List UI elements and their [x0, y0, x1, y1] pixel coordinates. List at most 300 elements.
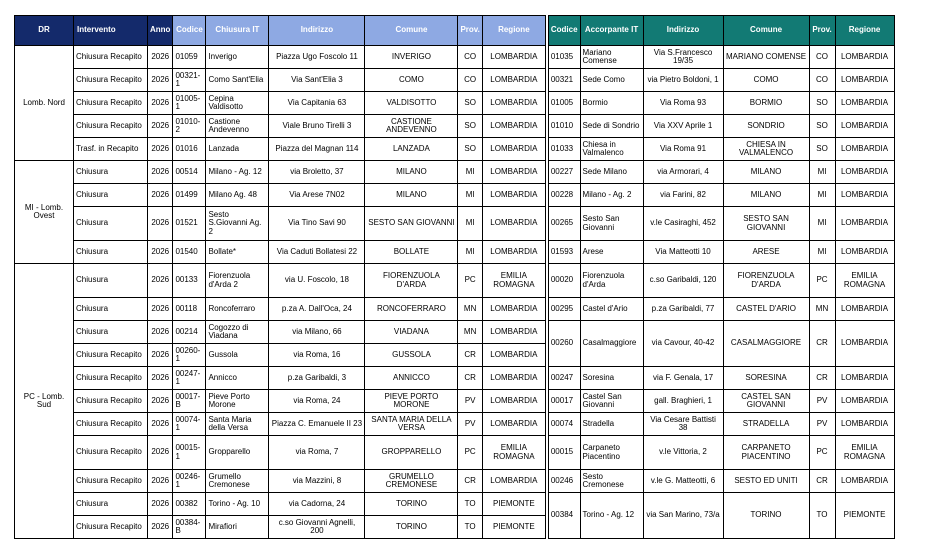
- intervento-cell: Chiusura Recapito: [74, 436, 148, 470]
- column-divider: [545, 516, 548, 539]
- acc-regione-cell: LOMBARDIA: [835, 470, 894, 493]
- regione-cell: LOMBARDIA: [482, 413, 545, 436]
- comune-cell: VIADANA: [365, 321, 458, 344]
- chiusura-cell: Annicco: [206, 367, 269, 390]
- chiusura-cell: Milano - Ag. 12: [206, 161, 269, 184]
- acc-codice-cell: 00247: [548, 367, 580, 390]
- codice-cell: 00514: [173, 161, 206, 184]
- header-comune: Comune: [365, 16, 458, 46]
- comune-cell: RONCOFERRARO: [365, 298, 458, 321]
- acc-codice-cell: 00246: [548, 470, 580, 493]
- intervento-cell: Chiusura Recapito: [74, 413, 148, 436]
- intervento-cell: Chiusura Recapito: [74, 92, 148, 115]
- acc-nome-cell: Mariano Comense: [580, 46, 643, 69]
- table-row: [15, 390, 895, 413]
- acc-indirizzo-cell: via Armorari, 4: [643, 161, 723, 184]
- anno-cell: 2026: [148, 516, 173, 539]
- indirizzo-cell: Via Sant'Elia 3: [269, 69, 365, 92]
- comune-cell: COMO: [365, 69, 458, 92]
- codice-cell: 01059: [173, 46, 206, 69]
- acc-prov-cell: PV: [809, 413, 835, 436]
- indirizzo-cell: via Milano, 66: [269, 321, 365, 344]
- acc-nome-cell: Castel d'Ario: [580, 298, 643, 321]
- acc-nome-cell: Soresina: [580, 367, 643, 390]
- codice-cell: 00133: [173, 264, 206, 298]
- acc-regione-cell: LOMBARDIA: [835, 367, 894, 390]
- comune-cell: ANNICCO: [365, 367, 458, 390]
- acc-regione-cell: LOMBARDIA: [835, 92, 894, 115]
- intervento-cell: Chiusura: [74, 207, 148, 241]
- acc-prov-cell: PC: [809, 264, 835, 298]
- intervento-cell: Trasf. in Recapito: [74, 138, 148, 161]
- acc-indirizzo-cell: Via Cesare Battisti 38: [643, 413, 723, 436]
- acc-comune-cell: MILANO: [723, 184, 809, 207]
- acc-indirizzo-cell: Via Roma 93: [643, 92, 723, 115]
- indirizzo-cell: p.za A. Dall'Oca, 24: [269, 298, 365, 321]
- dr-cell: Lomb. Nord: [15, 46, 74, 161]
- acc-nome-cell: Carpaneto Piacentino: [580, 436, 643, 470]
- acc-regione-cell: LOMBARDIA: [835, 390, 894, 413]
- acc-comune-cell: CASTEL SAN GIOVANNI: [723, 390, 809, 413]
- acc-codice-cell: 00228: [548, 184, 580, 207]
- acc-comune-cell: CASTEL D'ARIO: [723, 298, 809, 321]
- dr-cell: MI - Lomb. Ovest: [15, 161, 74, 264]
- table-row: [15, 92, 895, 115]
- acc-codice-cell: 01035: [548, 46, 580, 69]
- table-row: [15, 69, 895, 92]
- acc-indirizzo-cell: via Pietro Boldoni, 1: [643, 69, 723, 92]
- indirizzo-cell: Piazza Ugo Foscolo 11: [269, 46, 365, 69]
- comune-cell: GUSSOLA: [365, 344, 458, 367]
- anno-cell: 2026: [148, 344, 173, 367]
- acc-codice-cell: 00265: [548, 207, 580, 241]
- prov-cell: SO: [458, 138, 482, 161]
- intervento-cell: Chiusura Recapito: [74, 470, 148, 493]
- anno-cell: 2026: [148, 207, 173, 241]
- indirizzo-cell: via Cadorna, 24: [269, 493, 365, 516]
- comune-cell: TORINO: [365, 516, 458, 539]
- codice-cell: 00382: [173, 493, 206, 516]
- codice-cell: 01540: [173, 241, 206, 264]
- chiusura-cell: Roncoferraro: [206, 298, 269, 321]
- acc-codice-cell: 01033: [548, 138, 580, 161]
- intervento-cell: Chiusura Recapito: [74, 69, 148, 92]
- chiusura-cell: Cogozzo di Viadana: [206, 321, 269, 344]
- prov-cell: PV: [458, 413, 482, 436]
- indirizzo-cell: via Roma, 24: [269, 390, 365, 413]
- comune-cell: LANZADA: [365, 138, 458, 161]
- chiusura-cell: Torino - Ag. 10: [206, 493, 269, 516]
- acc-codice-cell: 00074: [548, 413, 580, 436]
- acc-codice-cell: 00227: [548, 161, 580, 184]
- regione-cell: EMILIA ROMAGNA: [482, 436, 545, 470]
- dr-cell: PC - Lomb. Sud: [15, 264, 74, 539]
- acc-indirizzo-cell: v.le G. Matteotti, 6: [643, 470, 723, 493]
- acc-regione-cell: LOMBARDIA: [835, 241, 894, 264]
- prov-cell: CO: [458, 46, 482, 69]
- acc-nome-cell: Stradella: [580, 413, 643, 436]
- acc-codice-cell: 00015: [548, 436, 580, 470]
- chiusura-cell: Mirafiori: [206, 516, 269, 539]
- regione-cell: LOMBARDIA: [482, 298, 545, 321]
- comune-cell: SESTO SAN GIOVANNI: [365, 207, 458, 241]
- chiusura-cell: Sesto S.Giovanni Ag. 2: [206, 207, 269, 241]
- chiusura-cell: Gussola: [206, 344, 269, 367]
- acc-comune-cell: SESTO SAN GIOVANNI: [723, 207, 809, 241]
- acc-comune-cell: MARIANO COMENSE: [723, 46, 809, 69]
- anno-cell: 2026: [148, 92, 173, 115]
- regione-cell: LOMBARDIA: [482, 115, 545, 138]
- acc-comune-cell: SESTO ED UNITI: [723, 470, 809, 493]
- table-body: [15, 46, 895, 539]
- regione-cell: LOMBARDIA: [482, 184, 545, 207]
- codice-cell: 00321-1: [173, 69, 206, 92]
- anno-cell: 2026: [148, 436, 173, 470]
- chiusura-cell: Grumello Cremonese: [206, 470, 269, 493]
- indirizzo-cell: Via Tino Savi 90: [269, 207, 365, 241]
- codice-cell: 00246-1: [173, 470, 206, 493]
- acc-nome-cell: Castel San Giovanni: [580, 390, 643, 413]
- anno-cell: 2026: [148, 390, 173, 413]
- regione-cell: LOMBARDIA: [482, 207, 545, 241]
- acc-nome-cell: Sede di Sondrio: [580, 115, 643, 138]
- acc-nome-cell: Chiesa in Valmalenco: [580, 138, 643, 161]
- intervento-cell: Chiusura: [74, 493, 148, 516]
- prov-cell: TO: [458, 493, 482, 516]
- acc-regione-cell: LOMBARDIA: [835, 46, 894, 69]
- chiusura-cell: Castione Andevenno: [206, 115, 269, 138]
- chiusura-cell: Cepina Valdisotto: [206, 92, 269, 115]
- acc-nome-cell: Bormio: [580, 92, 643, 115]
- prov-cell: PV: [458, 390, 482, 413]
- acc-regione-cell: LOMBARDIA: [835, 413, 894, 436]
- acc-prov-cell: TO: [809, 493, 835, 539]
- acc-comune-cell: COMO: [723, 69, 809, 92]
- anno-cell: 2026: [148, 115, 173, 138]
- prov-cell: SO: [458, 92, 482, 115]
- chiusura-cell: Milano Ag. 48: [206, 184, 269, 207]
- header-acc-codice: Codice: [548, 16, 580, 46]
- regione-cell: LOMBARDIA: [482, 390, 545, 413]
- anno-cell: 2026: [148, 321, 173, 344]
- anno-cell: 2026: [148, 241, 173, 264]
- acc-indirizzo-cell: via San Marino, 73/a: [643, 493, 723, 539]
- acc-regione-cell: LOMBARDIA: [835, 207, 894, 241]
- acc-prov-cell: PC: [809, 436, 835, 470]
- anno-cell: 2026: [148, 138, 173, 161]
- acc-prov-cell: CR: [809, 321, 835, 367]
- regione-cell: LOMBARDIA: [482, 92, 545, 115]
- comune-cell: MILANO: [365, 184, 458, 207]
- acc-indirizzo-cell: v.le Casiraghi, 452: [643, 207, 723, 241]
- acc-comune-cell: SORESINA: [723, 367, 809, 390]
- acc-prov-cell: CR: [809, 367, 835, 390]
- chiusura-cell: Santa Maria della Versa: [206, 413, 269, 436]
- codice-cell: 00247-1: [173, 367, 206, 390]
- acc-regione-cell: EMILIA ROMAGNA: [835, 436, 894, 470]
- prov-cell: MI: [458, 184, 482, 207]
- acc-regione-cell: LOMBARDIA: [835, 184, 894, 207]
- acc-indirizzo-cell: via Farini, 82: [643, 184, 723, 207]
- table-row: [15, 321, 895, 344]
- table-row: [15, 241, 895, 264]
- prov-cell: CO: [458, 69, 482, 92]
- acc-comune-cell: SONDRIO: [723, 115, 809, 138]
- comune-cell: SANTA MARIA DELLA VERSA: [365, 413, 458, 436]
- intervento-cell: Chiusura Recapito: [74, 344, 148, 367]
- acc-prov-cell: MI: [809, 207, 835, 241]
- table-row: [15, 493, 895, 516]
- comune-cell: FIORENZUOLA D'ARDA: [365, 264, 458, 298]
- regione-cell: LOMBARDIA: [482, 367, 545, 390]
- anno-cell: 2026: [148, 46, 173, 69]
- acc-prov-cell: MN: [809, 298, 835, 321]
- indirizzo-cell: Via Arese 7N02: [269, 184, 365, 207]
- acc-comune-cell: CARPANETO PIACENTINO: [723, 436, 809, 470]
- prov-cell: MI: [458, 241, 482, 264]
- acc-indirizzo-cell: c.so Garibaldi, 120: [643, 264, 723, 298]
- header-regione: Regione: [482, 16, 545, 46]
- header-anno: Anno: [148, 16, 173, 46]
- acc-nome-cell: Arese: [580, 241, 643, 264]
- acc-regione-cell: PIEMONTE: [835, 493, 894, 539]
- document-page: [14, 15, 895, 539]
- codice-cell: 00118: [173, 298, 206, 321]
- header-accorpante-it: Accorpante IT: [580, 16, 643, 46]
- indirizzo-cell: Piazza C. Emanuele II 23: [269, 413, 365, 436]
- acc-comune-cell: TORINO: [723, 493, 809, 539]
- chiusura-cell: Gropparello: [206, 436, 269, 470]
- intervento-cell: Chiusura: [74, 161, 148, 184]
- codice-cell: 00017-B: [173, 390, 206, 413]
- header-acc-comune: Comune: [723, 16, 809, 46]
- acc-codice-cell: 00321: [548, 69, 580, 92]
- prov-cell: MN: [458, 298, 482, 321]
- acc-indirizzo-cell: via Cavour, 40-42: [643, 321, 723, 367]
- codice-cell: 01005-1: [173, 92, 206, 115]
- acc-indirizzo-cell: gall. Braghieri, 1: [643, 390, 723, 413]
- acc-indirizzo-cell: via F. Genala, 17: [643, 367, 723, 390]
- chiusura-cell: Pieve Porto Morone: [206, 390, 269, 413]
- indirizzo-cell: via Broletto, 37: [269, 161, 365, 184]
- acc-prov-cell: SO: [809, 115, 835, 138]
- acc-regione-cell: LOMBARDIA: [835, 69, 894, 92]
- chiusura-cell: Como Sant'Elia: [206, 69, 269, 92]
- comune-cell: GROPPARELLO: [365, 436, 458, 470]
- intervento-cell: Chiusura Recapito: [74, 115, 148, 138]
- indirizzo-cell: via U. Foscolo, 18: [269, 264, 365, 298]
- acc-regione-cell: LOMBARDIA: [835, 161, 894, 184]
- table-row: [15, 207, 895, 241]
- anno-cell: 2026: [148, 493, 173, 516]
- header-acc-indirizzo: Indirizzo: [643, 16, 723, 46]
- acc-regione-cell: EMILIA ROMAGNA: [835, 264, 894, 298]
- acc-nome-cell: Sede Como: [580, 69, 643, 92]
- codice-cell: 01521: [173, 207, 206, 241]
- codice-cell: 00074-1: [173, 413, 206, 436]
- acc-codice-cell: 00295: [548, 298, 580, 321]
- acc-nome-cell: Fiorenzuola d'Arda: [580, 264, 643, 298]
- comune-cell: BOLLATE: [365, 241, 458, 264]
- anno-cell: 2026: [148, 69, 173, 92]
- header-row: [15, 16, 895, 46]
- regione-cell: LOMBARDIA: [482, 46, 545, 69]
- comune-cell: VALDISOTTO: [365, 92, 458, 115]
- acc-prov-cell: CO: [809, 69, 835, 92]
- anno-cell: 2026: [148, 413, 173, 436]
- header-chiusura-it: Chiusura IT: [206, 16, 269, 46]
- regione-cell: LOMBARDIA: [482, 69, 545, 92]
- prov-cell: TO: [458, 516, 482, 539]
- codice-cell: 01016: [173, 138, 206, 161]
- comune-cell: INVERIGO: [365, 46, 458, 69]
- acc-prov-cell: PV: [809, 390, 835, 413]
- indirizzo-cell: p.za Garibaldi, 3: [269, 367, 365, 390]
- acc-nome-cell: Torino - Ag. 12: [580, 493, 643, 539]
- acc-indirizzo-cell: Via Roma 91: [643, 138, 723, 161]
- acc-comune-cell: FIORENZUOLA D'ARDA: [723, 264, 809, 298]
- regione-cell: LOMBARDIA: [482, 241, 545, 264]
- indirizzo-cell: Via Caduti Bollatesi 22: [269, 241, 365, 264]
- acc-prov-cell: MI: [809, 161, 835, 184]
- header-codice: Codice: [173, 16, 206, 46]
- indirizzo-cell: Via Capitania 63: [269, 92, 365, 115]
- regione-cell: LOMBARDIA: [482, 138, 545, 161]
- acc-codice-cell: 00017: [548, 390, 580, 413]
- acc-codice-cell: 00260: [548, 321, 580, 367]
- header-indirizzo: Indirizzo: [269, 16, 365, 46]
- acc-codice-cell: 01005: [548, 92, 580, 115]
- regione-cell: PIEMONTE: [482, 516, 545, 539]
- indirizzo-cell: Viale Bruno Tirelli 3: [269, 115, 365, 138]
- prov-cell: PC: [458, 436, 482, 470]
- prov-cell: PC: [458, 264, 482, 298]
- header-dr: DR: [15, 16, 74, 46]
- acc-prov-cell: CR: [809, 470, 835, 493]
- acc-indirizzo-cell: Via XXV Aprile 1: [643, 115, 723, 138]
- codice-cell: 01010-2: [173, 115, 206, 138]
- regione-cell: EMILIA ROMAGNA: [482, 264, 545, 298]
- codice-cell: 00384-B: [173, 516, 206, 539]
- anno-cell: 2026: [148, 298, 173, 321]
- intervento-cell: Chiusura: [74, 321, 148, 344]
- acc-codice-cell: 00020: [548, 264, 580, 298]
- chiusura-cell: Lanzada: [206, 138, 269, 161]
- table-row: [15, 184, 895, 207]
- table-row: [15, 367, 895, 390]
- intervento-cell: Chiusura: [74, 241, 148, 264]
- acc-nome-cell: Milano - Ag. 2: [580, 184, 643, 207]
- prov-cell: CR: [458, 470, 482, 493]
- acc-codice-cell: 01010: [548, 115, 580, 138]
- acc-nome-cell: Casalmaggiore: [580, 321, 643, 367]
- chiusura-cell: Bollate*: [206, 241, 269, 264]
- header-acc-prov: Prov.: [809, 16, 835, 46]
- acc-comune-cell: CHIESA IN VALMALENCO: [723, 138, 809, 161]
- acc-prov-cell: MI: [809, 184, 835, 207]
- table-row: [15, 138, 895, 161]
- regione-cell: LOMBARDIA: [482, 161, 545, 184]
- closures-table: [14, 15, 895, 539]
- regione-cell: LOMBARDIA: [482, 470, 545, 493]
- table-row: [15, 436, 895, 470]
- comune-cell: CASTIONE ANDEVENNO: [365, 115, 458, 138]
- indirizzo-cell: c.so Giovanni Agnelli, 200: [269, 516, 365, 539]
- acc-nome-cell: Sede Milano: [580, 161, 643, 184]
- anno-cell: 2026: [148, 161, 173, 184]
- chiusura-cell: Fiorenzuola d'Arda 2: [206, 264, 269, 298]
- codice-cell: 01499: [173, 184, 206, 207]
- anno-cell: 2026: [148, 184, 173, 207]
- acc-nome-cell: Sesto Cremonese: [580, 470, 643, 493]
- header-acc-regione: Regione: [835, 16, 894, 46]
- comune-cell: TORINO: [365, 493, 458, 516]
- comune-cell: GRUMELLO CREMONESE: [365, 470, 458, 493]
- chiusura-cell: Inverigo: [206, 46, 269, 69]
- prov-cell: SO: [458, 115, 482, 138]
- codice-cell: 00214: [173, 321, 206, 344]
- table-row: [15, 264, 895, 298]
- prov-cell: CR: [458, 367, 482, 390]
- acc-prov-cell: CO: [809, 46, 835, 69]
- comune-cell: MILANO: [365, 161, 458, 184]
- intervento-cell: Chiusura Recapito: [74, 367, 148, 390]
- comune-cell: PIEVE PORTO MORONE: [365, 390, 458, 413]
- intervento-cell: Chiusura: [74, 264, 148, 298]
- table-row: [15, 413, 895, 436]
- prov-cell: CR: [458, 344, 482, 367]
- acc-comune-cell: BORMIO: [723, 92, 809, 115]
- acc-codice-cell: 00384: [548, 493, 580, 539]
- intervento-cell: Chiusura Recapito: [74, 390, 148, 413]
- acc-prov-cell: SO: [809, 92, 835, 115]
- acc-regione-cell: LOMBARDIA: [835, 138, 894, 161]
- acc-regione-cell: LOMBARDIA: [835, 298, 894, 321]
- acc-regione-cell: LOMBARDIA: [835, 115, 894, 138]
- prov-cell: MN: [458, 321, 482, 344]
- column-divider: [545, 344, 548, 367]
- indirizzo-cell: Piazza del Magnan 114: [269, 138, 365, 161]
- anno-cell: 2026: [148, 367, 173, 390]
- acc-comune-cell: ARESE: [723, 241, 809, 264]
- header-intervento: Intervento: [74, 16, 148, 46]
- indirizzo-cell: via Roma, 16: [269, 344, 365, 367]
- table-row: [15, 470, 895, 493]
- regione-cell: LOMBARDIA: [482, 344, 545, 367]
- acc-comune-cell: STRADELLA: [723, 413, 809, 436]
- acc-codice-cell: 01593: [548, 241, 580, 264]
- prov-cell: MI: [458, 207, 482, 241]
- acc-indirizzo-cell: Via Matteotti 10: [643, 241, 723, 264]
- prov-cell: MI: [458, 161, 482, 184]
- regione-cell: PIEMONTE: [482, 493, 545, 516]
- intervento-cell: Chiusura: [74, 298, 148, 321]
- acc-prov-cell: SO: [809, 138, 835, 161]
- acc-indirizzo-cell: v.le Vittoria, 2: [643, 436, 723, 470]
- acc-regione-cell: LOMBARDIA: [835, 321, 894, 367]
- intervento-cell: Chiusura Recapito: [74, 46, 148, 69]
- header-prov: Prov.: [458, 16, 482, 46]
- indirizzo-cell: via Roma, 7: [269, 436, 365, 470]
- codice-cell: 00015-1: [173, 436, 206, 470]
- acc-prov-cell: MI: [809, 241, 835, 264]
- codice-cell: 00260-1: [173, 344, 206, 367]
- table-row: [15, 298, 895, 321]
- acc-comune-cell: CASALMAGGIORE: [723, 321, 809, 367]
- intervento-cell: Chiusura Recapito: [74, 516, 148, 539]
- acc-comune-cell: MILANO: [723, 161, 809, 184]
- table-row: [15, 161, 895, 184]
